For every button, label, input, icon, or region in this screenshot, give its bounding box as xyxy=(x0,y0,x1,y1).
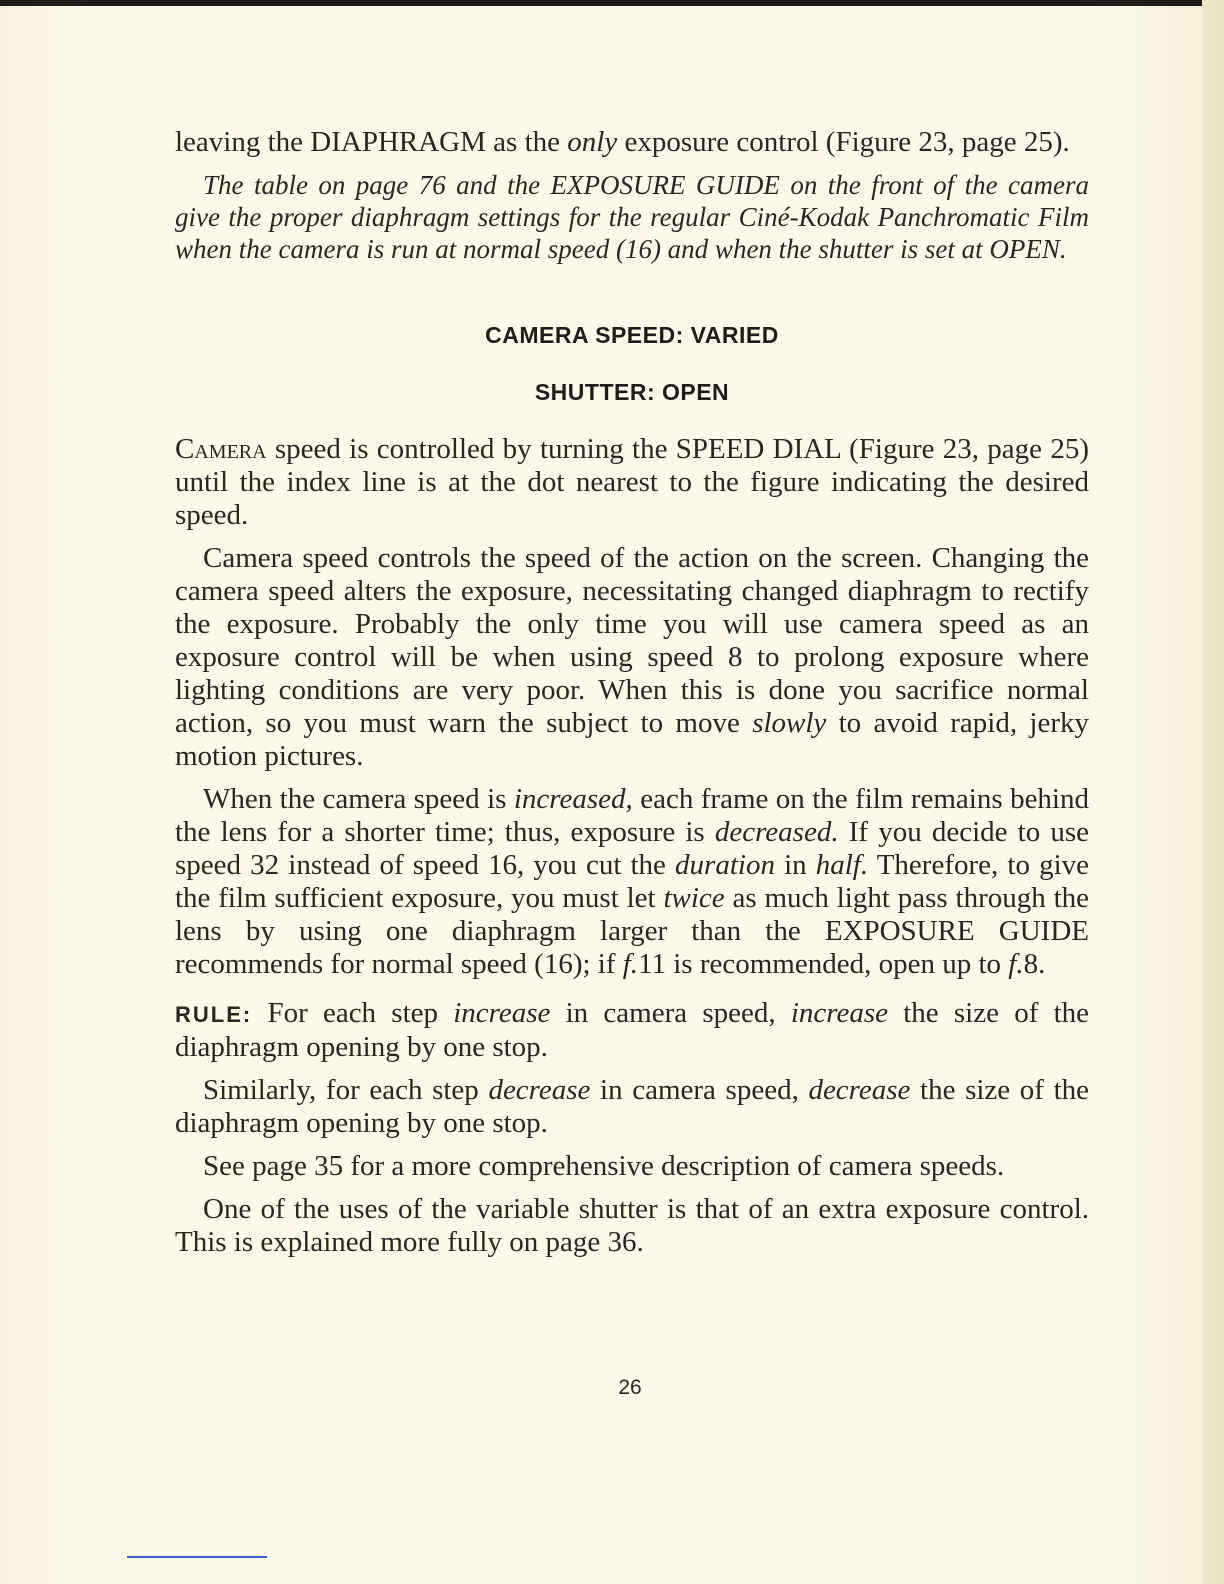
paragraph-exposure-table-note: The table on page 76 and the EXPOSURE GUIDE on the front of the camera give the proper diaphragm settings for the regular Ciné-Kodak Panchromatic Film when the camera is run at normal speed (16) and when the shutter is set at OPEN. xyxy=(175,170,1089,264)
section-heading-camera-speed: CAMERA SPEED: VARIED xyxy=(485,322,779,348)
paragraph-rule: RULE: For each step increase in camera speed, increase the size of the diaphragm opening by one stop. xyxy=(175,997,1090,1063)
paragraph-see-page: See page 35 for a more comprehensive description of camera speeds. xyxy=(203,1150,1005,1182)
top-border-rule xyxy=(0,0,1202,6)
paragraph-speed-increased: When the camera speed is increased, each frame on the film remains behind the lens for a shorter time; thus, exposure is decreased. If you decide to use speed 32 instead of speed 16, you cut the duration in half. Therefore, to give the film sufficient exposure, you must let twice as much light pass through the lens by using one diaphragm larger than the EXPOSURE GUIDE recommends for normal speed (16); if f.11 is recommended, open up to f.8. xyxy=(175,783,1090,980)
rule-label: RULE: xyxy=(175,1002,253,1027)
page-number: 26 xyxy=(618,1376,642,1399)
section-heading-shutter: SHUTTER: OPEN xyxy=(534,379,730,405)
paragraph-intro: leaving the DIAPHRAGM as the only exposure control (Figure 23, page 25). xyxy=(175,126,1070,158)
paragraph-speed-dial: Camera speed is controlled by turning the SPEED DIAL (Figure 23, page 25) until the index line is at the dot nearest to the figure indicating the desired speed. xyxy=(175,433,1089,531)
paragraph-speed-controls: Camera speed controls the speed of the action on the screen. Changing the camera speed alters the exposure, necessitating changed diaphragm to rectify the exposure. Probably the only time you will use camera speed as an exposure control will be when using speed 8 to prolong exposure where lighting conditions are very poor. When this is done you sacrifice normal action, so you must warn the subject to move slowly to avoid rapid, jerky motion pictures. xyxy=(175,542,1089,772)
page-edge-shadow xyxy=(1202,0,1224,1584)
paragraph-similarly: Similarly, for each step decrease in camera speed, decrease the size of the diaphragm opening by one stop. xyxy=(175,1074,1089,1139)
paragraph-variable-shutter: One of the uses of the variable shutter is that of an extra exposure control. This is explained more fully on page 36. xyxy=(175,1193,1089,1258)
scan-edge-mark xyxy=(127,1556,267,1558)
text-body xyxy=(175,126,1089,1259)
